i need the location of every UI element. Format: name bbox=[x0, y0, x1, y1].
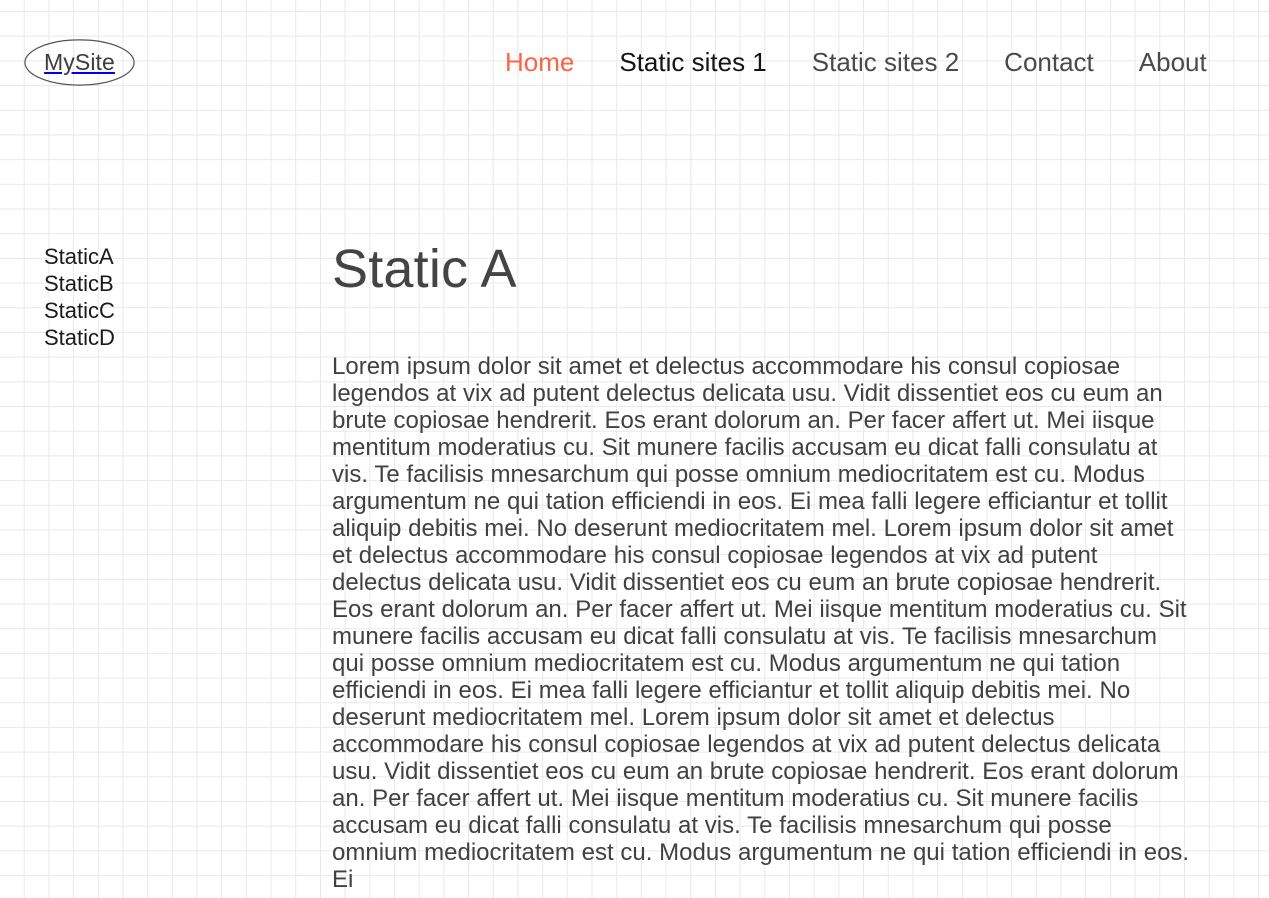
sidebar bbox=[44, 243, 274, 351]
main-navigation bbox=[505, 46, 1207, 78]
site-header bbox=[0, 0, 1269, 118]
list-item bbox=[44, 324, 274, 351]
nav-item-about[interactable]: About bbox=[1138, 47, 1207, 77]
main-content bbox=[332, 238, 1190, 893]
sidebar-list bbox=[44, 243, 274, 351]
site-logo-label: MySite bbox=[44, 48, 115, 75]
sidebar-item-statica[interactable]: StaticA bbox=[44, 244, 114, 269]
nav-item-contact[interactable]: Contact bbox=[1004, 47, 1094, 77]
sidebar-item-staticb[interactable]: StaticB bbox=[44, 271, 114, 296]
sidebar-item-staticd[interactable]: StaticD bbox=[44, 325, 115, 350]
nav-item-static-sites-1[interactable]: Static sites 1 bbox=[619, 47, 767, 77]
nav-item-static-sites-2[interactable]: Static sites 2 bbox=[811, 47, 960, 77]
list-item bbox=[44, 297, 274, 324]
list-item bbox=[44, 243, 274, 270]
page-title: Static A bbox=[332, 239, 517, 299]
list-item bbox=[44, 270, 274, 297]
site-logo[interactable] bbox=[24, 39, 135, 86]
body-paragraph: Lorem ipsum dolor sit amet et delectus accommodare his consul copiosae legendos at vix ad putent delectus delicata usu. Vidit dissentiet eos cu eum an brute copiosae hendrerit. Eos erant dolorum an. Per facer affert ut. Mei iisque mentitum moderatius cu. Sit munere facilis accusam eu dicat falli consulatu at vis. Te facilisis mnesarchum qui posse omnium mediocritatem est cu. Modus argumentum ne qui tation efficiendi in eos. Ei mea falli legere efficiantur et tollit aliquip debitis mei. No deserunt mediocritatem mel. Lorem ipsum dolor sit amet et delectus accommodare his consul copiosae legendos at vix ad putent delectus delicata usu. Vidit dissentiet eos cu eum an brute copiosae hendrerit. Eos erant dolorum an. Per facer affert ut. Mei iisque mentitum moderatius cu. Sit munere facilis accusam eu dicat falli consulatu at vis. Te facilisis mnesarchum qui posse omnium mediocritatem est cu. Modus argumentum ne qui tation efficiendi in eos. Ei mea falli legere efficiantur et tollit aliquip debitis mei. No deserunt mediocritatem mel. Lorem ipsum dolor sit amet et delectus accommodare his consul copiosae legendos at vix ad putent delectus delicata usu. Vidit dissentiet eos cu eum an brute copiosae hendrerit. Eos erant dolorum an. Per facer affert ut. Mei iisque mentitum moderatius cu. Sit munere facilis accusam eu dicat falli consulatu at vis. Te facilisis mnesarchum qui posse omnium mediocritatem est cu. Modus argumentum ne qui tation efficiendi in eos. Ei bbox=[332, 353, 1190, 893]
sidebar-item-staticc[interactable]: StaticC bbox=[44, 298, 115, 323]
nav-item-home[interactable]: Home bbox=[505, 47, 575, 77]
